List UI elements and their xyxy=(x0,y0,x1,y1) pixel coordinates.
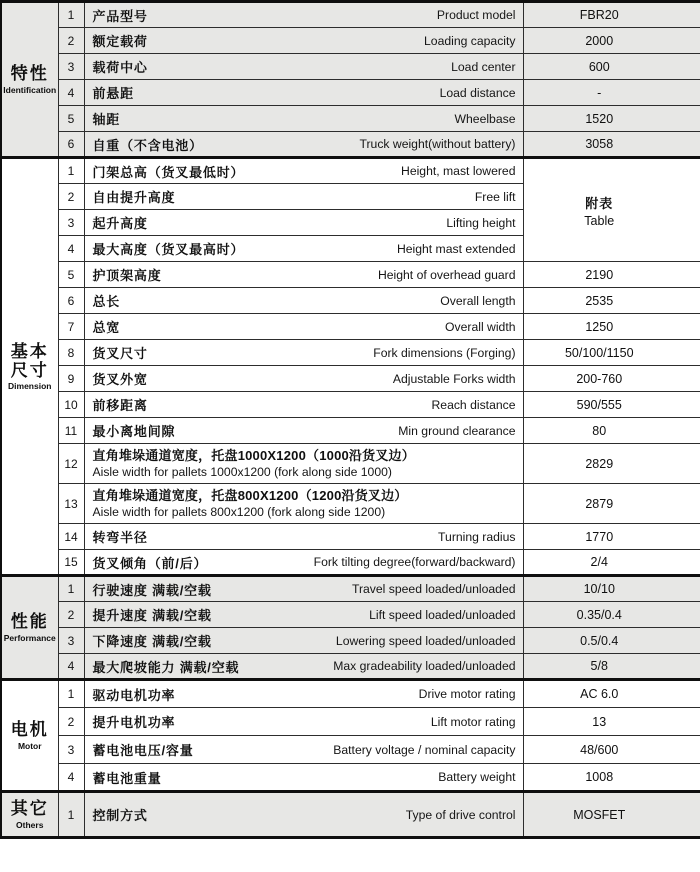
row-number: 3 xyxy=(58,54,84,80)
appendix-label-en: Table xyxy=(584,213,615,228)
spec-label-cn: 行驶速度 满载/空载 xyxy=(92,582,212,598)
spec-label-en: Travel speed loaded/unloaded xyxy=(351,582,516,596)
spec-row-label xyxy=(84,132,523,158)
spec-label-cn: 蓄电池重量 xyxy=(92,770,162,786)
spec-label-cn: 轴距 xyxy=(92,112,121,127)
spec-label-en: Lift speed loaded/unloaded xyxy=(369,607,516,622)
spec-value: 48/600 xyxy=(523,736,700,764)
spec-label-cn: 起升高度 xyxy=(92,216,148,231)
table-row xyxy=(1,262,700,288)
spec-label-en: Battery voltage / nominal capacity xyxy=(333,742,516,757)
table-row xyxy=(1,550,700,576)
spec-row-label xyxy=(84,764,523,792)
table-row xyxy=(1,340,700,366)
spec-label-en: Turning radius xyxy=(438,529,516,544)
spec-row-label xyxy=(84,80,523,106)
spec-value: 1520 xyxy=(523,106,700,132)
spec-row-label xyxy=(84,262,523,288)
table-row xyxy=(1,28,700,54)
spec-label-cn: 转弯半径 xyxy=(92,530,148,545)
row-number: 10 xyxy=(58,392,84,418)
section-label-en: Others xyxy=(16,819,44,830)
spec-label-en: Product model xyxy=(436,8,516,22)
row-number: 2 xyxy=(58,708,84,736)
row-number: 4 xyxy=(58,80,84,106)
spec-value: 50/100/1150 xyxy=(523,340,700,366)
spec-label-en: Battery weight xyxy=(438,770,516,784)
section-cell-others xyxy=(1,792,58,838)
spec-label-cn: 货叉倾角（前/后） xyxy=(92,555,208,571)
row-number: 7 xyxy=(58,314,84,340)
row-number: 11 xyxy=(58,418,84,444)
spec-label-cn: 最小离地间隙 xyxy=(92,424,176,439)
spec-label-en: Overall length xyxy=(440,293,516,308)
spec-label-en: Aisle width for pallets 1000x1200 (fork along side 1000) xyxy=(92,464,392,479)
spec-row-label xyxy=(84,736,523,764)
table-row xyxy=(1,314,700,340)
row-number: 5 xyxy=(58,262,84,288)
spec-label-cn: 蓄电池电压/容量 xyxy=(92,743,194,758)
spec-label-cn: 驱动电机功率 xyxy=(92,687,176,703)
table-row xyxy=(1,54,700,80)
spec-row-label xyxy=(84,340,523,366)
spec-row-label xyxy=(84,628,523,654)
table-row xyxy=(1,158,700,184)
spec-label-en: Overall width xyxy=(445,319,516,334)
spec-value: 590/555 xyxy=(523,392,700,418)
spec-row-label xyxy=(84,106,523,132)
spec-row-label xyxy=(84,236,523,262)
spec-row-label xyxy=(84,576,523,602)
section-dimension xyxy=(1,158,700,576)
spec-label-en: Aisle width for pallets 800x1200 (fork along side 1200) xyxy=(92,504,386,519)
spec-label-en: Max gradeability loaded/unloaded xyxy=(333,659,516,673)
spec-row-label xyxy=(84,2,523,28)
spec-label-en: Loading capacity xyxy=(424,33,516,48)
spec-value: 200-760 xyxy=(523,366,700,392)
table-row xyxy=(1,106,700,132)
row-number: 12 xyxy=(58,444,84,484)
row-number: 2 xyxy=(58,184,84,210)
spec-label-en: Load distance xyxy=(439,85,516,100)
spec-row-label xyxy=(84,210,523,236)
spec-label-cn: 产品型号 xyxy=(92,8,148,24)
spec-row-label xyxy=(84,550,523,576)
spec-row-label xyxy=(84,28,523,54)
table-row xyxy=(1,392,700,418)
row-number: 4 xyxy=(58,654,84,680)
table-row xyxy=(1,602,700,628)
table-row xyxy=(1,628,700,654)
spec-label-cn: 前悬距 xyxy=(92,86,134,101)
spec-row-label xyxy=(84,444,523,484)
spec-label-en: Load center xyxy=(451,59,516,74)
spec-value: MOSFET xyxy=(523,792,700,838)
spec-label-en: Truck weight(without battery) xyxy=(359,137,516,151)
spec-value: 2000 xyxy=(523,28,700,54)
spec-value: 0.35/0.4 xyxy=(523,602,700,628)
row-number: 9 xyxy=(58,366,84,392)
spec-label-cn: 前移距离 xyxy=(92,398,148,413)
table-row xyxy=(1,654,700,680)
spec-label-cn: 最大高度（货叉最高时） xyxy=(92,242,245,257)
spec-label-en: Lifting height xyxy=(446,215,516,230)
spec-label-cn: 直角堆垛通道宽度，托盘800X1200（1200沿货叉边） xyxy=(92,487,408,503)
row-number: 1 xyxy=(58,158,84,184)
spec-label-en: Free lift xyxy=(474,189,516,204)
spec-label-cn: 载荷中心 xyxy=(92,60,148,75)
row-number: 1 xyxy=(58,2,84,28)
spec-label-cn: 货叉外宽 xyxy=(92,372,148,387)
spec-value: - xyxy=(523,80,700,106)
spec-label-en: Wheelbase xyxy=(454,111,516,126)
section-label-en: Performance xyxy=(3,632,56,643)
section-identification xyxy=(1,2,700,158)
section-cell-identification xyxy=(1,2,58,158)
spec-value: 1770 xyxy=(523,524,700,550)
spec-label-en: Height mast extended xyxy=(396,241,516,256)
table-row xyxy=(1,418,700,444)
spec-row-label xyxy=(84,484,523,524)
spec-row-label xyxy=(84,392,523,418)
table-row xyxy=(1,80,700,106)
spec-value: 2829 xyxy=(523,444,700,484)
spec-label-cn: 门架总高（货叉最低时） xyxy=(92,164,245,180)
row-number: 6 xyxy=(58,288,84,314)
section-label-en: Dimension xyxy=(8,381,52,392)
row-number: 1 xyxy=(58,680,84,708)
table-row xyxy=(1,288,700,314)
section-label-cn: 性能 xyxy=(10,612,49,632)
section-label-cn: 电机 xyxy=(10,720,49,740)
spec-label-cn: 直角堆垛通道宽度，托盘1000X1200（1000沿货叉边） xyxy=(92,447,415,463)
spec-row-label xyxy=(84,158,523,184)
table-row xyxy=(1,576,700,602)
spec-label-cn: 提升速度 满载/空载 xyxy=(92,608,212,623)
row-number: 3 xyxy=(58,736,84,764)
table-row xyxy=(1,524,700,550)
spec-value: 2190 xyxy=(523,262,700,288)
spec-value: 13 xyxy=(523,708,700,736)
spec-label-en: Fork dimensions (Forging) xyxy=(373,345,516,360)
spec-value: 2/4 xyxy=(523,550,700,576)
table-row xyxy=(1,2,700,28)
spec-label-cn: 总长 xyxy=(92,294,121,309)
spec-label-cn: 货叉尺寸 xyxy=(92,346,148,361)
section-label-cn: 基本尺寸 xyxy=(10,341,49,380)
row-number: 8 xyxy=(58,340,84,366)
spec-row-label xyxy=(84,184,523,210)
spec-row-label xyxy=(84,54,523,80)
spec-value: 3058 xyxy=(523,132,700,158)
row-number: 1 xyxy=(58,576,84,602)
section-cell-dimension xyxy=(1,158,58,576)
row-number: 15 xyxy=(58,550,84,576)
table-row xyxy=(1,736,700,764)
spec-value: 80 xyxy=(523,418,700,444)
row-number: 13 xyxy=(58,484,84,524)
spec-label-en: Height, mast lowered xyxy=(401,164,516,178)
spec-row-label xyxy=(84,366,523,392)
row-number: 14 xyxy=(58,524,84,550)
spec-value: AC 6.0 xyxy=(523,680,700,708)
spec-label-cn: 自由提升高度 xyxy=(92,190,176,205)
row-number: 1 xyxy=(58,792,84,838)
row-number: 2 xyxy=(58,602,84,628)
row-number: 2 xyxy=(58,28,84,54)
section-motor xyxy=(1,680,700,792)
spec-label-en: Height of overhead guard xyxy=(377,267,516,282)
spec-label-en: Min ground clearance xyxy=(398,423,516,438)
spec-label-en: Reach distance xyxy=(431,397,516,412)
spec-row-label xyxy=(84,524,523,550)
table-row xyxy=(1,132,700,158)
spec-value: 2535 xyxy=(523,288,700,314)
table-row xyxy=(1,792,700,838)
spec-value: 1250 xyxy=(523,314,700,340)
spec-label-cn: 最大爬坡能力 满载/空载 xyxy=(92,659,240,675)
spec-value: 2879 xyxy=(523,484,700,524)
spec-label-cn: 自重（不含电池） xyxy=(92,137,203,153)
row-number: 5 xyxy=(58,106,84,132)
table-row xyxy=(1,484,700,524)
section-others xyxy=(1,792,700,838)
table-row xyxy=(1,680,700,708)
row-number: 3 xyxy=(58,628,84,654)
spec-row-label xyxy=(84,792,523,838)
table-row xyxy=(1,444,700,484)
spec-label-cn: 提升电机功率 xyxy=(92,715,176,730)
spec-label-en: Adjustable Forks width xyxy=(392,371,516,386)
spec-value: 10/10 xyxy=(523,576,700,602)
section-label-cn: 其它 xyxy=(10,799,49,819)
spec-label-en: Drive motor rating xyxy=(418,687,516,701)
section-label-en: Motor xyxy=(17,740,42,751)
spec-value: FBR20 xyxy=(523,2,700,28)
section-label-cn: 特性 xyxy=(10,64,49,84)
row-number: 3 xyxy=(58,210,84,236)
spec-label-cn: 下降速度 满载/空载 xyxy=(92,634,212,649)
appendix-label-cn: 附表 xyxy=(585,195,614,211)
spec-value: 5/8 xyxy=(523,654,700,680)
spec-label-en: Lift motor rating xyxy=(430,714,516,729)
spec-row-label xyxy=(84,314,523,340)
section-performance xyxy=(1,576,700,680)
row-number: 4 xyxy=(58,236,84,262)
spec-value: 0.5/0.4 xyxy=(523,628,700,654)
spec-value: 600 xyxy=(523,54,700,80)
spec-value: 1008 xyxy=(523,764,700,792)
section-cell-performance xyxy=(1,576,58,680)
spec-row-label xyxy=(84,602,523,628)
row-number: 6 xyxy=(58,132,84,158)
spec-label-en: Type of drive control xyxy=(405,807,516,822)
spec-row-label xyxy=(84,654,523,680)
spec-row-label xyxy=(84,418,523,444)
spec-label-en: Lowering speed loaded/unloaded xyxy=(335,633,516,648)
section-cell-motor xyxy=(1,680,58,792)
spec-label-cn: 总宽 xyxy=(92,320,121,335)
spec-row-label xyxy=(84,708,523,736)
spec-label-cn: 护顶架高度 xyxy=(92,268,162,283)
table-row xyxy=(1,708,700,736)
table-row xyxy=(1,366,700,392)
section-label-en: Identification xyxy=(3,84,57,95)
spec-label-en: Fork tilting degree(forward/backward) xyxy=(313,555,516,569)
row-number: 4 xyxy=(58,764,84,792)
appendix-table-value xyxy=(523,158,700,262)
spec-label-cn: 控制方式 xyxy=(92,808,148,823)
table-row xyxy=(1,764,700,792)
spec-row-label xyxy=(84,288,523,314)
spec-row-label xyxy=(84,680,523,708)
spec-label-cn: 额定载荷 xyxy=(92,34,148,49)
